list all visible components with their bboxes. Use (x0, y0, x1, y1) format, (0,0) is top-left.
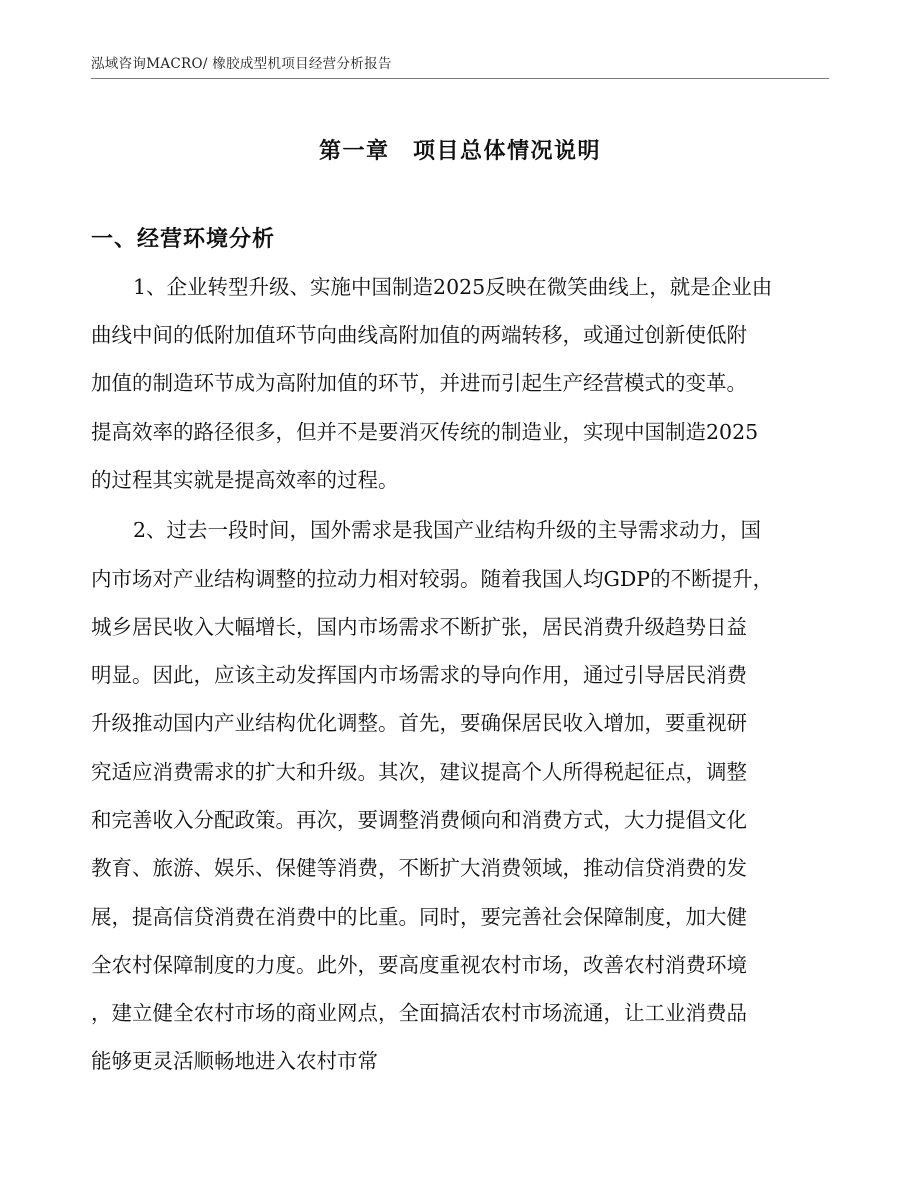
paragraph-1-line: 1、企业转型升级、实施中国制造2025反映在微笑曲线上，就是企业由 (133, 275, 773, 299)
running-header: 泓域咨询MACRO/ 橡胶成型机项目经营分析报告 (91, 56, 392, 72)
paragraph-2-line: 全农村保障制度的力度。此外，要高度重视农村市场，改善农村消费环境 (91, 953, 747, 977)
section-heading: 一、经营环境分析 (91, 227, 276, 252)
paragraph-2-line: 究适应消费需求的扩大和升级。其次，建议提高个人所得税起征点，调整 (91, 760, 747, 784)
header-divider (91, 78, 829, 79)
paragraph-2-line: 和完善收入分配政策。再次，要调整消费倾向和消费方式，大力提倡文化 (91, 808, 747, 832)
chapter-title: 第一章 项目总体情况说明 (318, 139, 601, 164)
paragraph-2-line: 教育、旅游、娱乐、保健等消费，不断扩大消费领域，推动信贷消费的发 (91, 856, 747, 880)
paragraph-2-line: 明显。因此，应该主动发挥国内市场需求的导向作用，通过引导居民消费 (91, 663, 747, 687)
paragraph-2-line: 能够更灵活顺畅地进入农村市常 (91, 1049, 378, 1073)
paragraph-1-line: 的过程其实就是提高效率的过程。 (91, 468, 399, 492)
paragraph-2-line: 城乡居民收入大幅增长，国内市场需求不断扩张，居民消费升级趋势日益 (91, 615, 747, 639)
paragraph-2-line: 2、过去一段时间，国外需求是我国产业结构升级的主导需求动力，国 (133, 518, 762, 542)
paragraph-1-line: 曲线中间的低附加值环节向曲线高附加值的两端转移，或通过创新使低附 (91, 323, 747, 347)
paragraph-1-line: 提高效率的路径很多，但并不是要消灭传统的制造业，实现中国制造2025 (91, 420, 759, 444)
paragraph-2-line: ，建立健全农村市场的商业网点，全面搞活农村市场流通，让工业消费品 (91, 1001, 747, 1025)
paragraph-1-line: 加值的制造环节成为高附加值的环节，并进而引起生产经营模式的变革。 (91, 371, 747, 395)
paragraph-2-line: 内市场对产业结构调整的拉动力相对较弱。随着我国人均GDP的不断提升， (91, 567, 774, 591)
paragraph-2-line: 展，提高信贷消费在消费中的比重。同时，要完善社会保障制度，加大健 (91, 905, 747, 929)
paragraph-2-line: 升级推动国内产业结构优化调整。首先，要确保居民收入增加，要重视研 (91, 711, 747, 735)
